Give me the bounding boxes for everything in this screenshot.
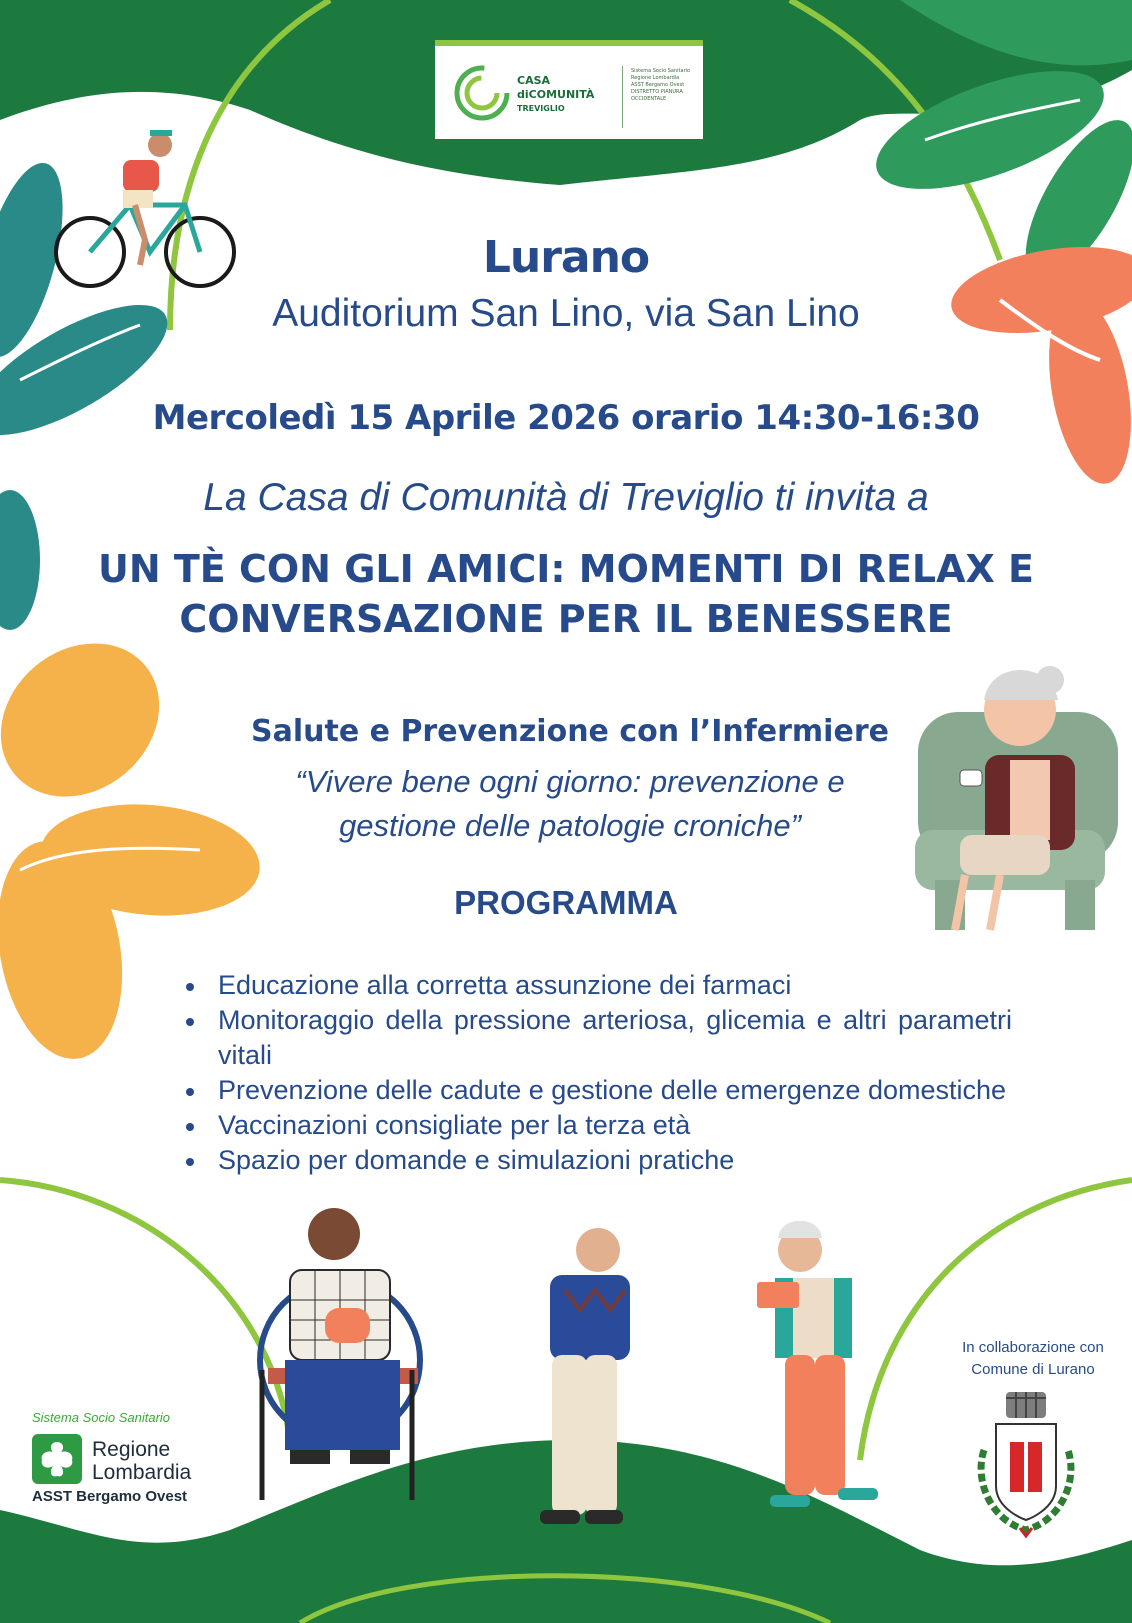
region-name [92,1438,191,1484]
collaboration-note [940,1337,1126,1381]
program-list [186,968,1012,1178]
collab-line1: In collaborazione con [962,1339,1104,1356]
event-town: Lurano [482,232,650,283]
logo-secondary-line: ASST Bergamo Ovest [631,82,685,88]
logo-secondary-line: Sistema Socio Sanitario [631,68,691,74]
man-wheelchair-illustration [260,1208,420,1500]
event-venue: Auditorium San Lino, via San Lino [272,292,860,335]
woman-tablet-illustration [757,1221,878,1507]
event-quote-line1: “Vivere bene ogni giorno: prevenzione e [295,764,845,799]
event-datetime: Mercoledì 15 Aprile 2026 orario 14:30-16:30 [152,398,980,438]
region-line1: Regione [92,1438,171,1461]
event-title-line2: CONVERSAZIONE PER IL BENESSERE [179,597,953,641]
logo-secondary [631,68,697,103]
event-quote [180,760,960,848]
logo-secondary-line: DISTRETTO PIANURA OCCIDENTALE [631,89,683,102]
program-item: Monitoraggio della pressione arteriosa, glicemia e altri parametri vitali [186,1003,1012,1073]
event-title-line1: UN TÈ CON GLI AMICI: MOMENTI DI RELAX E [97,547,1035,591]
system-label: Sistema Socio Sanitario [32,1410,171,1425]
event-title [30,544,1102,644]
comune-lurano-crest-icon [970,1390,1082,1540]
logo-wordmark [517,74,594,116]
event-invite: La Casa di Comunità di Treviglio ti invita a [203,476,929,519]
logo-line1: CASA [517,74,551,87]
casa-di-comunita-logo [435,40,703,139]
event-subtitle: Salute e Prevenzione con l’Infermiere [251,714,889,749]
regione-lombardia-icon [32,1434,82,1484]
program-item: Spazio per domande e simulazioni pratiche [186,1143,1012,1178]
collab-line2: Comune di Lurano [971,1361,1095,1378]
program-item: Educazione alla corretta assunzione dei farmaci [186,968,1012,1003]
event-quote-line2: gestione delle patologie croniche” [339,808,801,843]
program-heading: PROGRAMMA [454,884,678,921]
bottom-left-arc [0,1180,290,1440]
program-item: Vaccinazioni consigliate per la terza età [186,1108,1012,1143]
region-line2: Lombardia [92,1461,192,1484]
asst-label: ASST Bergamo Ovest [32,1488,188,1505]
man-phone-illustration [540,1228,630,1524]
logo-line3: TREVIGLIO [517,104,565,113]
program-item: Prevenzione delle cadute e gestione delle emergenze domestiche [186,1073,1012,1108]
logo-secondary-line: Regione Lombardia [631,75,680,81]
logo-divider [622,66,623,128]
logo-line2: diCOMUNITÀ [517,88,595,101]
casa-logo-icon [453,64,511,122]
